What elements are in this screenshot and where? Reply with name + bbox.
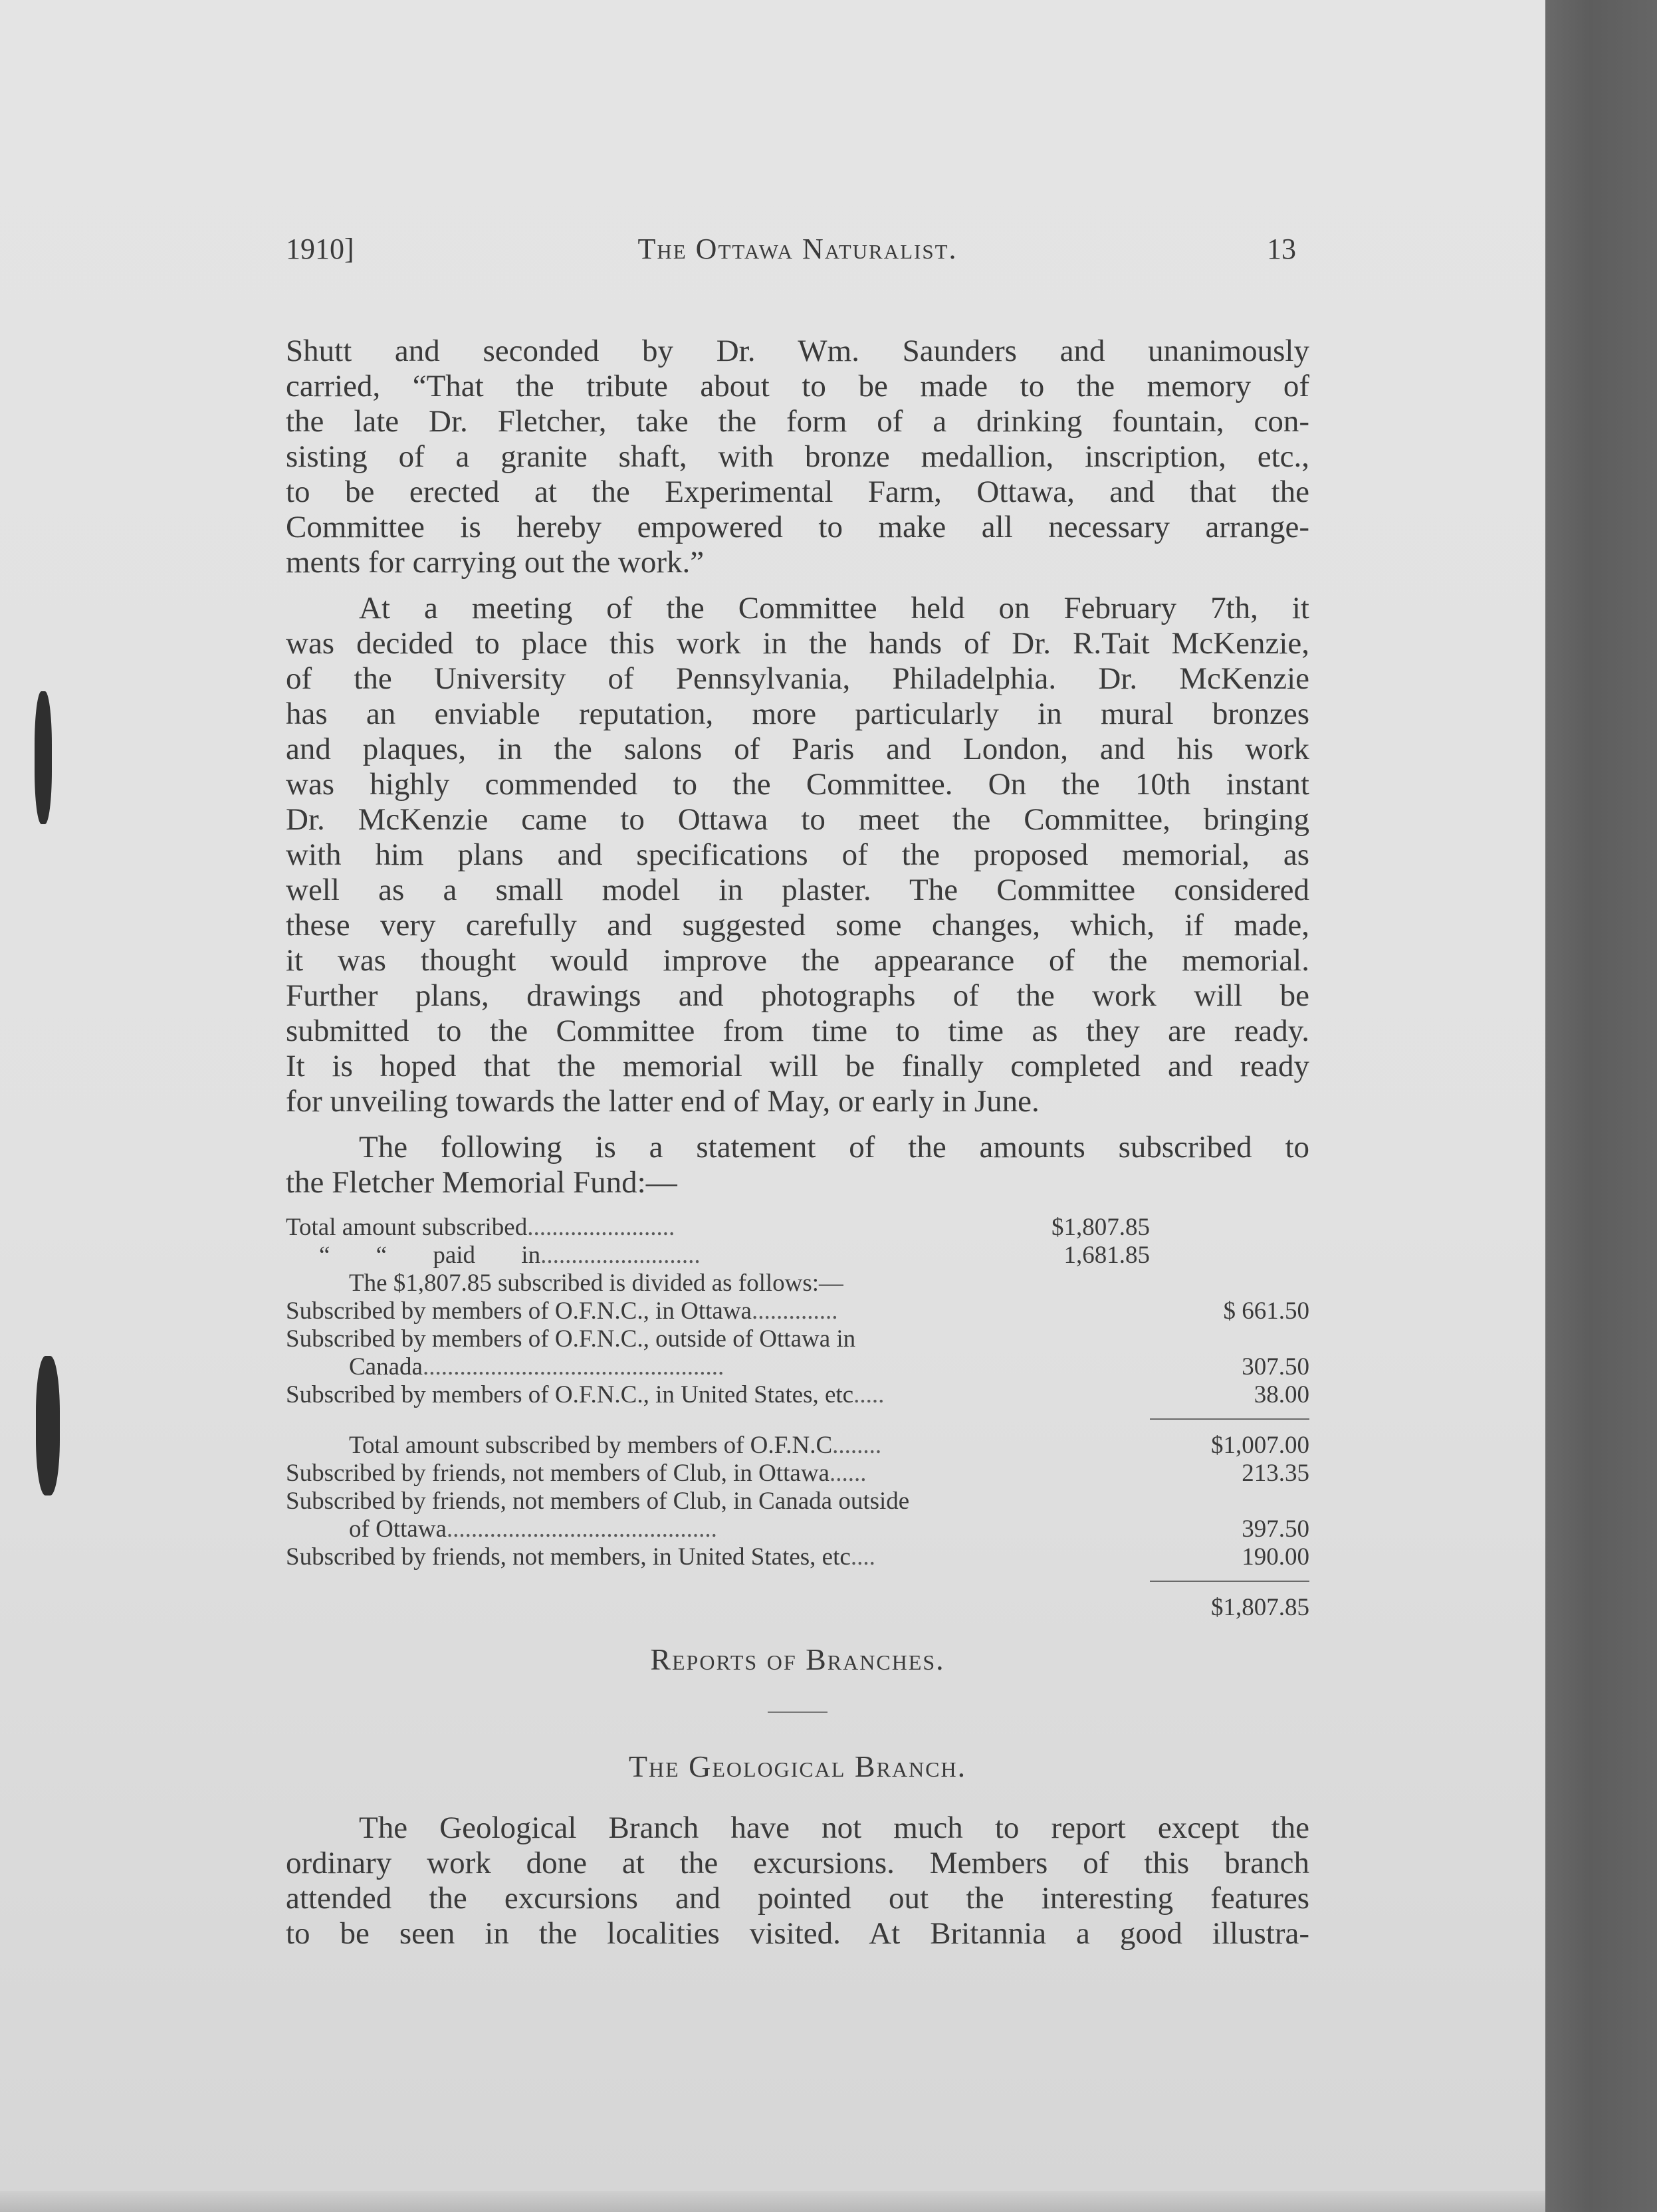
binding-mark-lower — [36, 1356, 60, 1495]
ledger-row — [286, 1515, 1309, 1543]
ledger-amount: $1,007.00 — [1211, 1432, 1309, 1459]
subsection-heading-geological: The Geological Branch. — [628, 1749, 967, 1783]
text-line: for unveiling towards the latter end of May, or early in June. — [286, 1084, 1040, 1119]
running-header — [286, 226, 1309, 273]
ledger-amount: 397.50 — [1242, 1515, 1309, 1543]
text-line: ments for carrying out the work.” — [286, 545, 705, 580]
text-line: was decided to place this work in the hands of Dr. R.Tait McKenzie, — [286, 626, 1309, 661]
text-line: Further plans, drawings and photographs of the work will be — [286, 978, 1309, 1013]
page-number: 13 — [1267, 233, 1296, 265]
text-line: submitted to the Committee from time to time as they are ready. — [286, 1014, 1309, 1048]
text-line: ordinary work done at the excursions. Members of this branch — [286, 1846, 1309, 1880]
text-line: with him plans and specifications of the proposed memorial, as — [286, 837, 1309, 872]
paragraph-resolution — [286, 334, 1309, 580]
text-line: to be seen in the localities visited. At Britannia a good illustra- — [286, 1916, 1309, 1951]
text-line: and plaques, in the salons of Paris and London, and his work — [286, 732, 1309, 766]
text-line: Shutt and seconded by Dr. Wm. Saunders and unanimously — [286, 334, 1309, 368]
text-line: the Fletcher Memorial Fund:— — [286, 1165, 677, 1200]
binding-mark-upper — [35, 691, 52, 824]
ledger-row — [286, 1381, 1309, 1409]
text-line: it was thought would improve the appearance of the memorial. — [286, 943, 1309, 978]
page-content — [286, 226, 1309, 1951]
text-line: The Geological Branch have not much to report except the — [359, 1811, 1309, 1845]
ledger-label: Subscribed by friends, not members of Club, in Canada outside — [286, 1488, 910, 1515]
ledger-amount: 190.00 — [1242, 1543, 1309, 1571]
ledger-label: Total amount subscribed by members of O.F.N.C........ — [349, 1432, 882, 1459]
ledger-grand-total-row — [286, 1594, 1309, 1622]
ledger-amount: $ 661.50 — [1223, 1297, 1309, 1325]
ledger-amount: 307.50 — [1242, 1353, 1309, 1381]
text-line: The following is a statement of the amounts subscribed to — [359, 1130, 1309, 1164]
scan-gutter — [1545, 0, 1657, 2212]
ledger-label: The $1,807.85 subscribed is divided as follows:— — [349, 1270, 844, 1297]
ledger-row — [286, 1270, 1309, 1297]
section-divider — [768, 1712, 828, 1713]
text-line: Committee is hereby empowered to make all necessary arrange- — [286, 510, 1309, 544]
ledger-label: Canada................................................. — [349, 1353, 724, 1381]
ledger-row — [286, 1297, 1309, 1325]
ledger-label: Subscribed by friends, not members of Club, in Ottawa...... — [286, 1460, 867, 1487]
header-journal-title: The Ottawa Naturalist. — [637, 233, 958, 265]
ledger-row — [286, 1214, 1309, 1242]
ledger-row — [286, 1432, 1309, 1460]
ledger-amount: 213.35 — [1242, 1460, 1309, 1487]
ledger-row — [286, 1488, 1309, 1515]
text-line: the late Dr. Fletcher, take the form of a drinking fountain, con- — [286, 404, 1309, 439]
ledger-label: of Ottawa............................................ — [349, 1515, 717, 1543]
ledger-grand-total: $1,807.85 — [1211, 1594, 1309, 1621]
paragraph-statement-intro — [286, 1130, 1309, 1200]
subtotal-rule — [1150, 1418, 1309, 1420]
text-line: At a meeting of the Committee held on February 7th, it — [359, 591, 1309, 625]
ledger-row — [286, 1353, 1309, 1381]
text-line: Dr. McKenzie came to Ottawa to meet the Committee, bringing — [286, 802, 1309, 837]
ledger-row — [286, 1543, 1309, 1571]
ledger-label: Subscribed by friends, not members, in United States, etc.... — [286, 1543, 875, 1571]
section-heading-reports: Reports of Branches. — [650, 1642, 945, 1676]
ledger-label: Subscribed by members of O.F.N.C., outside of Ottawa in — [286, 1325, 856, 1353]
ledger-row — [286, 1325, 1309, 1353]
text-line: these very carefully and suggested some changes, which, if made, — [286, 908, 1309, 942]
ledger-amount: 38.00 — [1254, 1381, 1309, 1408]
text-line: was highly commended to the Committee. On the 10th instant — [286, 767, 1309, 802]
ledger-label: Subscribed by members of O.F.N.C., in Ottawa.............. — [286, 1297, 838, 1325]
subscription-statement-table — [286, 1214, 1309, 1622]
ledger-label: Total amount subscribed........................ — [286, 1214, 675, 1241]
text-line: It is hoped that the memorial will be finally completed and ready — [286, 1049, 1309, 1083]
text-line: to be erected at the Experimental Farm, Ottawa, and that the — [286, 475, 1309, 509]
scan-bottom-edge — [0, 2191, 1545, 2212]
ledger-amount: $1,807.85 — [1051, 1214, 1150, 1241]
text-line: sisting of a granite shaft, with bronze medallion, inscription, etc., — [286, 439, 1309, 474]
text-line: well as a small model in plaster. The Committee considered — [286, 873, 1309, 907]
header-year: 1910] — [286, 233, 354, 265]
ledger-label: “ “ paid in.......................... — [319, 1242, 701, 1269]
paragraph-geological-branch — [286, 1811, 1309, 1951]
ledger-row — [286, 1460, 1309, 1488]
text-line: of the University of Pennsylvania, Philadelphia. Dr. McKenzie — [286, 661, 1309, 696]
text-line: carried, “That the tribute about to be made to the memory of — [286, 369, 1309, 403]
total-rule — [1150, 1581, 1309, 1582]
paragraph-committee-meeting — [286, 591, 1309, 1119]
text-line: attended the excursions and pointed out the interesting features — [286, 1881, 1309, 1916]
ledger-row — [286, 1242, 1309, 1270]
text-line: has an enviable reputation, more particularly in mural bronzes — [286, 697, 1309, 731]
ledger-label: Subscribed by members of O.F.N.C., in United States, etc..... — [286, 1381, 885, 1408]
ledger-amount: 1,681.85 — [1063, 1242, 1150, 1269]
